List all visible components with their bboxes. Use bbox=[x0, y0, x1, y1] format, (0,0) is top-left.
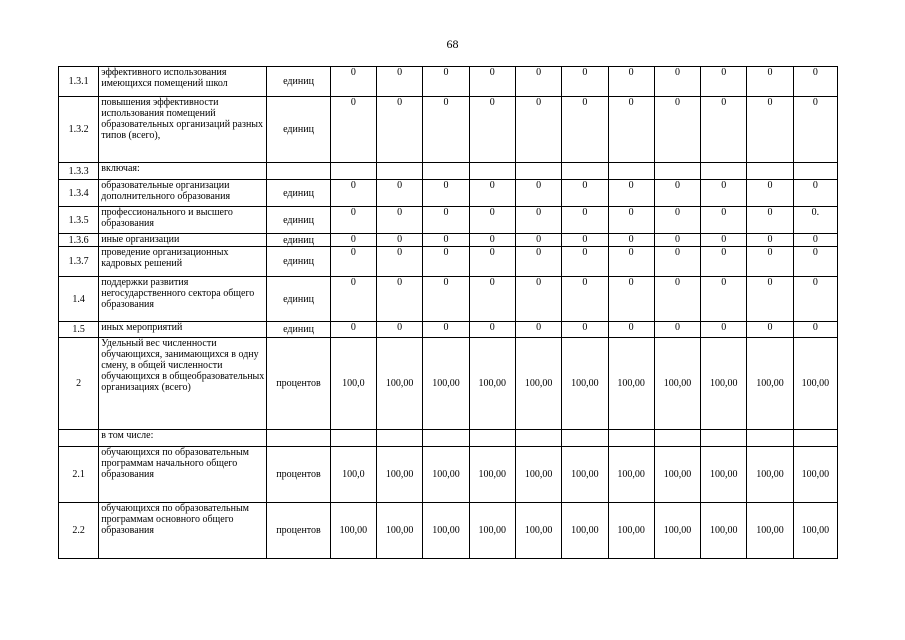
row-value-cell: 0 bbox=[747, 97, 793, 163]
row-value-cell: 0 bbox=[469, 207, 515, 234]
row-value-cell: 100,00 bbox=[747, 503, 793, 559]
row-code-cell: 2.2 bbox=[59, 503, 99, 559]
row-name-cell: эффективного использования имеющихся помещений школ bbox=[99, 67, 267, 97]
row-unit-cell: единиц bbox=[267, 180, 330, 207]
row-value-cell: 100,00 bbox=[608, 447, 654, 503]
row-value-cell: 0 bbox=[469, 277, 515, 322]
row-value-cell: 0 bbox=[423, 67, 469, 97]
row-value-cell: 0 bbox=[515, 277, 561, 322]
row-value-cell: 0 bbox=[747, 322, 793, 338]
row-value-cell: 0 bbox=[793, 322, 837, 338]
row-value-cell bbox=[515, 430, 561, 447]
row-value-cell: 0 bbox=[562, 322, 608, 338]
row-value-cell bbox=[469, 163, 515, 180]
row-code-cell: 2.1 bbox=[59, 447, 99, 503]
row-value-cell: 100,00 bbox=[701, 447, 747, 503]
row-code-cell: 1.3.5 bbox=[59, 207, 99, 234]
row-value-cell: 0 bbox=[469, 67, 515, 97]
row-value-cell: 0 bbox=[701, 247, 747, 277]
row-value-cell: 100,00 bbox=[701, 338, 747, 430]
row-value-cell bbox=[377, 430, 423, 447]
row-value-cell: 0 bbox=[469, 97, 515, 163]
row-value-cell: 0 bbox=[330, 277, 376, 322]
row-value-cell bbox=[423, 430, 469, 447]
row-value-cell: 100,00 bbox=[747, 338, 793, 430]
row-code-cell: 1.3.7 bbox=[59, 247, 99, 277]
row-unit-cell bbox=[267, 430, 330, 447]
row-value-cell: 100,00 bbox=[608, 503, 654, 559]
row-code-cell: 1.3.6 bbox=[59, 234, 99, 247]
row-value-cell: 100,00 bbox=[423, 338, 469, 430]
table-body bbox=[59, 67, 838, 559]
row-value-cell: 100,00 bbox=[377, 338, 423, 430]
row-value-cell: 0 bbox=[330, 234, 376, 247]
row-name-cell: иные организации bbox=[99, 234, 267, 247]
row-value-cell: 0 bbox=[469, 247, 515, 277]
row-unit-cell: единиц bbox=[267, 322, 330, 338]
row-value-cell: 100,00 bbox=[515, 503, 561, 559]
row-value-cell: 0 bbox=[330, 247, 376, 277]
row-value-cell: 0 bbox=[608, 247, 654, 277]
table-row bbox=[59, 67, 838, 97]
row-unit-cell bbox=[267, 163, 330, 180]
row-value-cell: 0 bbox=[793, 277, 837, 322]
row-value-cell: 0 bbox=[701, 67, 747, 97]
row-value-cell: 100,00 bbox=[562, 338, 608, 430]
row-name-cell: иных мероприятий bbox=[99, 322, 267, 338]
row-value-cell: 0 bbox=[701, 97, 747, 163]
row-unit-cell: процентов bbox=[267, 338, 330, 430]
row-value-cell: 0 bbox=[562, 207, 608, 234]
page-number: 68 bbox=[446, 37, 459, 51]
row-value-cell: 0 bbox=[377, 247, 423, 277]
row-value-cell: 0 bbox=[515, 234, 561, 247]
row-value-cell bbox=[423, 163, 469, 180]
row-value-cell: 0 bbox=[515, 247, 561, 277]
row-value-cell: 0 bbox=[654, 247, 700, 277]
row-value-cell bbox=[469, 430, 515, 447]
row-value-cell: 0 bbox=[608, 207, 654, 234]
row-value-cell: 0 bbox=[469, 322, 515, 338]
row-value-cell: 0 bbox=[377, 207, 423, 234]
row-value-cell: 100,00 bbox=[654, 338, 700, 430]
row-value-cell: 0 bbox=[562, 180, 608, 207]
row-unit-cell: единиц bbox=[267, 277, 330, 322]
row-value-cell: 0 bbox=[701, 207, 747, 234]
row-value-cell: 0 bbox=[654, 207, 700, 234]
row-value-cell: 0 bbox=[377, 180, 423, 207]
row-value-cell: 0 bbox=[747, 67, 793, 97]
table-row bbox=[59, 247, 838, 277]
row-value-cell: 0 bbox=[793, 247, 837, 277]
row-code-cell: 1.3.3 bbox=[59, 163, 99, 180]
row-value-cell: 100,0 bbox=[330, 447, 376, 503]
row-name-cell: повышения эффективности использования помещений образовательных организаций разных типов (всего), bbox=[99, 97, 267, 163]
table-row bbox=[59, 322, 838, 338]
row-value-cell bbox=[562, 430, 608, 447]
row-value-cell: 0 bbox=[608, 97, 654, 163]
row-code-cell: 1.4 bbox=[59, 277, 99, 322]
row-value-cell: 0 bbox=[330, 67, 376, 97]
row-value-cell: 0 bbox=[562, 234, 608, 247]
row-value-cell bbox=[747, 430, 793, 447]
row-unit-cell: единиц bbox=[267, 207, 330, 234]
row-value-cell: 100,00 bbox=[330, 503, 376, 559]
row-value-cell: 0 bbox=[423, 247, 469, 277]
row-name-cell: в том числе: bbox=[99, 430, 267, 447]
row-value-cell: 0 bbox=[423, 277, 469, 322]
row-unit-cell: единиц bbox=[267, 234, 330, 247]
row-value-cell: 100,00 bbox=[515, 447, 561, 503]
row-value-cell: 100,00 bbox=[469, 503, 515, 559]
row-code-cell bbox=[59, 430, 99, 447]
row-value-cell: 100,00 bbox=[377, 503, 423, 559]
table-row bbox=[59, 234, 838, 247]
row-value-cell: 0 bbox=[469, 180, 515, 207]
row-value-cell: 100,00 bbox=[515, 338, 561, 430]
row-value-cell: 0 bbox=[377, 234, 423, 247]
row-value-cell bbox=[701, 430, 747, 447]
row-code-cell: 1.3.2 bbox=[59, 97, 99, 163]
row-value-cell: 0 bbox=[654, 234, 700, 247]
row-value-cell: 0 bbox=[515, 322, 561, 338]
row-unit-cell: процентов bbox=[267, 447, 330, 503]
row-value-cell: 0 bbox=[330, 97, 376, 163]
row-value-cell: 0 bbox=[330, 207, 376, 234]
row-value-cell: 0 bbox=[793, 97, 837, 163]
row-value-cell: 100,0 bbox=[330, 338, 376, 430]
row-unit-cell: единиц bbox=[267, 247, 330, 277]
table-row bbox=[59, 430, 838, 447]
row-value-cell: 0 bbox=[747, 207, 793, 234]
row-code-cell: 2 bbox=[59, 338, 99, 430]
row-value-cell: 100,00 bbox=[469, 338, 515, 430]
row-name-cell: обучающихся по образовательным программам начального общего образования bbox=[99, 447, 267, 503]
row-code-cell: 1.3.4 bbox=[59, 180, 99, 207]
row-value-cell: 0 bbox=[562, 247, 608, 277]
row-value-cell bbox=[654, 163, 700, 180]
row-value-cell: 0 bbox=[515, 180, 561, 207]
row-value-cell: 100,00 bbox=[747, 447, 793, 503]
row-value-cell bbox=[330, 163, 376, 180]
row-value-cell: 0 bbox=[562, 277, 608, 322]
row-value-cell: 0 bbox=[701, 234, 747, 247]
row-value-cell: 0 bbox=[747, 277, 793, 322]
row-value-cell: 0 bbox=[423, 97, 469, 163]
row-value-cell bbox=[747, 163, 793, 180]
table-row bbox=[59, 97, 838, 163]
row-value-cell: 0 bbox=[701, 277, 747, 322]
row-value-cell: 0 bbox=[423, 207, 469, 234]
row-value-cell: 0 bbox=[793, 234, 837, 247]
row-value-cell: 0 bbox=[608, 67, 654, 97]
row-value-cell: 100,00 bbox=[562, 447, 608, 503]
indicators-table bbox=[58, 66, 838, 559]
row-name-cell: обучающихся по образовательным программам основного общего образования bbox=[99, 503, 267, 559]
row-value-cell: 0 bbox=[377, 322, 423, 338]
row-name-cell: Удельный вес численности обучающихся, занимающихся в одну смену, в общей численности обучающихся в общеобразовательных организациях (всего) bbox=[99, 338, 267, 430]
row-value-cell: 100,00 bbox=[469, 447, 515, 503]
row-value-cell: 0 bbox=[747, 234, 793, 247]
row-value-cell: 100,00 bbox=[608, 338, 654, 430]
row-value-cell: 0 bbox=[515, 97, 561, 163]
row-value-cell: 0 bbox=[562, 67, 608, 97]
row-value-cell: 0 bbox=[747, 247, 793, 277]
row-value-cell: 0 bbox=[654, 180, 700, 207]
row-value-cell: 0 bbox=[654, 277, 700, 322]
row-value-cell: 100,00 bbox=[793, 338, 837, 430]
row-value-cell: 0 bbox=[654, 322, 700, 338]
row-name-cell: включая: bbox=[99, 163, 267, 180]
row-value-cell: 0 bbox=[423, 322, 469, 338]
row-value-cell: 0 bbox=[377, 277, 423, 322]
row-unit-cell: единиц bbox=[267, 67, 330, 97]
row-value-cell: 100,00 bbox=[562, 503, 608, 559]
row-value-cell: 0 bbox=[608, 322, 654, 338]
row-value-cell bbox=[562, 163, 608, 180]
row-value-cell: 0 bbox=[747, 180, 793, 207]
row-value-cell: 100,00 bbox=[377, 447, 423, 503]
row-value-cell bbox=[654, 430, 700, 447]
row-value-cell: 0 bbox=[423, 234, 469, 247]
row-value-cell: 0 bbox=[377, 67, 423, 97]
row-value-cell: 0. bbox=[793, 207, 837, 234]
row-value-cell bbox=[793, 430, 837, 447]
row-code-cell: 1.5 bbox=[59, 322, 99, 338]
row-value-cell: 100,00 bbox=[701, 503, 747, 559]
row-value-cell bbox=[608, 163, 654, 180]
row-value-cell bbox=[515, 163, 561, 180]
row-value-cell: 0 bbox=[608, 234, 654, 247]
row-value-cell: 0 bbox=[562, 97, 608, 163]
row-unit-cell: процентов bbox=[267, 503, 330, 559]
row-unit-cell: единиц bbox=[267, 97, 330, 163]
row-value-cell: 0 bbox=[515, 207, 561, 234]
row-value-cell: 100,00 bbox=[793, 503, 837, 559]
row-value-cell: 100,00 bbox=[793, 447, 837, 503]
row-value-cell bbox=[377, 163, 423, 180]
table-row bbox=[59, 277, 838, 322]
row-name-cell: профессионального и высшего образования bbox=[99, 207, 267, 234]
row-value-cell: 0 bbox=[330, 322, 376, 338]
row-value-cell: 100,00 bbox=[423, 503, 469, 559]
row-name-cell: поддержки развития негосударственного сектора общего образования bbox=[99, 277, 267, 322]
row-value-cell: 100,00 bbox=[654, 503, 700, 559]
table-row bbox=[59, 207, 838, 234]
table-row bbox=[59, 180, 838, 207]
table-row bbox=[59, 163, 838, 180]
row-value-cell: 100,00 bbox=[423, 447, 469, 503]
table-row bbox=[59, 447, 838, 503]
row-value-cell: 0 bbox=[654, 67, 700, 97]
row-value-cell bbox=[330, 430, 376, 447]
row-value-cell: 0 bbox=[423, 180, 469, 207]
row-value-cell: 100,00 bbox=[654, 447, 700, 503]
row-value-cell bbox=[701, 163, 747, 180]
row-value-cell: 0 bbox=[377, 97, 423, 163]
row-name-cell: проведение организационных кадровых решений bbox=[99, 247, 267, 277]
row-value-cell: 0 bbox=[701, 322, 747, 338]
row-value-cell: 0 bbox=[701, 180, 747, 207]
row-name-cell: образовательные организации дополнительного образования bbox=[99, 180, 267, 207]
row-value-cell: 0 bbox=[793, 180, 837, 207]
row-value-cell: 0 bbox=[515, 67, 561, 97]
row-code-cell: 1.3.1 bbox=[59, 67, 99, 97]
row-value-cell bbox=[608, 430, 654, 447]
row-value-cell: 0 bbox=[469, 234, 515, 247]
row-value-cell: 0 bbox=[330, 180, 376, 207]
row-value-cell: 0 bbox=[608, 277, 654, 322]
row-value-cell: 0 bbox=[608, 180, 654, 207]
row-value-cell bbox=[793, 163, 837, 180]
row-value-cell: 0 bbox=[793, 67, 837, 97]
table-row bbox=[59, 503, 838, 559]
row-value-cell: 0 bbox=[654, 97, 700, 163]
table-row bbox=[59, 338, 838, 430]
